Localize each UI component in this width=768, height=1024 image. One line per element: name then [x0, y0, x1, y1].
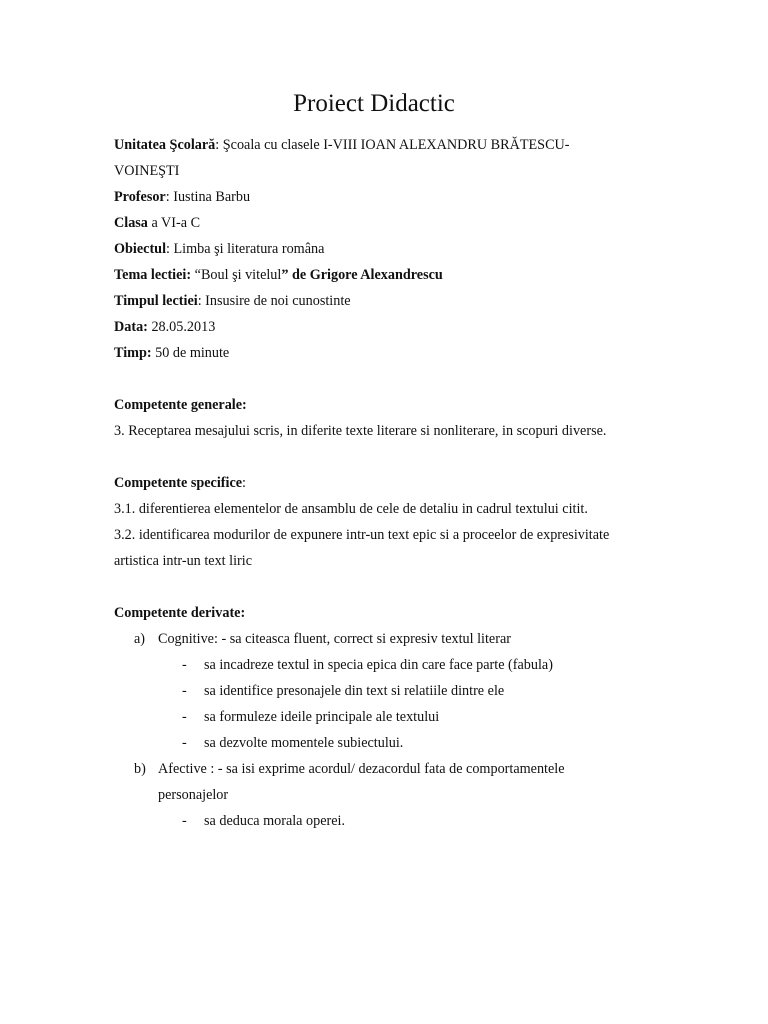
sub-list-item-text: sa deduca morala operei. — [204, 813, 346, 829]
data-label: Data: — [114, 319, 148, 335]
timpul-label: Timpul lectiei — [114, 293, 198, 309]
competente-derivate-heading — [114, 600, 654, 626]
tema-line — [114, 262, 654, 288]
dash-marker: - — [182, 813, 187, 829]
timpul-value: : Insusire de noi cunostinte — [197, 293, 351, 309]
sub-list-item — [114, 652, 654, 678]
tema-author: ” de Grigore Alexandrescu — [281, 267, 443, 283]
timpul-line — [114, 288, 654, 314]
list-item-b-text-cont: personajelor — [158, 787, 229, 803]
sub-list-item-text: sa formuleze ideile principale ale textului — [204, 709, 440, 725]
obiectul-value: : Limba şi literatura româna — [166, 241, 325, 257]
unitatea-line-cont — [114, 158, 654, 184]
clasa-line — [114, 210, 654, 236]
timp-line — [114, 340, 654, 366]
profesor-value: : Iustina Barbu — [165, 189, 251, 205]
sub-list-item-text: sa identifice presonajele din text si relatiile dintre ele — [204, 683, 505, 699]
page-title: Proiect Didactic — [293, 90, 455, 117]
sub-list-item — [114, 730, 654, 756]
sub-list-item-text: sa dezvolte momentele subiectului. — [204, 735, 404, 751]
document-body — [114, 132, 654, 834]
list-item-b — [114, 756, 654, 782]
obiectul-line — [114, 236, 654, 262]
competente-generale-item: 3. Receptarea mesajului scris, in diferite texte literare si nonliterare, in scopuri diverse. — [114, 423, 607, 439]
dash-marker: - — [182, 735, 187, 751]
sub-list-item — [114, 704, 654, 730]
competente-specifice-item: 3.2. identificarea modurilor de expunere intr-un text epic si a proceelor de expresivitate — [114, 527, 610, 543]
spacer — [114, 444, 654, 470]
data-value: 28.05.2013 — [147, 319, 216, 335]
dash-marker: - — [182, 709, 187, 725]
dash-marker: - — [182, 657, 187, 673]
competente-derivate-heading-text: Competente derivate: — [114, 605, 246, 621]
competente-generale-heading-text: Competente generale: — [114, 397, 247, 413]
unitatea-label: Unitatea Şcolară — [114, 137, 216, 153]
sub-list-item — [114, 808, 654, 834]
dash-marker: - — [182, 683, 187, 699]
obiectul-label: Obiectul — [114, 241, 167, 257]
profesor-line — [114, 184, 654, 210]
clasa-label: Clasa — [114, 215, 148, 231]
sub-list-item-text: sa incadreze textul in specia epica din care face parte (fabula) — [204, 657, 553, 673]
competente-generale-heading — [114, 392, 654, 418]
competente-specifice-item: 3.1. diferentierea elementelor de ansamblu de cele de detaliu in cadrul textului citit. — [114, 501, 588, 517]
clasa-value: a VI-a C — [147, 215, 201, 231]
spacer — [114, 366, 654, 392]
competente-specifice-heading-suffix: : — [242, 475, 246, 491]
tema-label: Tema lectiei: — [114, 267, 192, 283]
unitatea-value: : Şcoala cu clasele I-VIII IOAN ALEXANDRU BRĂTESCU- — [215, 137, 570, 153]
list-marker-a: a) — [134, 631, 146, 647]
unitatea-line — [114, 132, 654, 158]
timp-value: 50 de minute — [151, 345, 230, 361]
competente-specifice-item-cont: artistica intr-un text liric — [114, 553, 252, 569]
list-marker-b: b) — [134, 761, 146, 777]
unitatea-value-cont: VOINEŞTI — [114, 163, 180, 179]
list-item-b-cont — [114, 782, 654, 808]
competente-specifice-heading-text: Competente specifice — [114, 475, 243, 491]
competente-specifice-heading — [114, 470, 654, 496]
tema-value: “Boul şi vitelul — [191, 267, 282, 283]
list-item-b-text: Afective : - sa isi exprime acordul/ dezacordul fata de comportamentele — [158, 761, 565, 777]
data-line — [114, 314, 654, 340]
profesor-label: Profesor — [114, 189, 166, 205]
spacer — [114, 574, 654, 600]
list-item-a-text: Cognitive: - sa citeasca fluent, correct si expresiv textul literar — [158, 631, 511, 647]
list-item-a — [114, 626, 654, 652]
sub-list-item — [114, 678, 654, 704]
timp-label: Timp: — [114, 345, 152, 361]
